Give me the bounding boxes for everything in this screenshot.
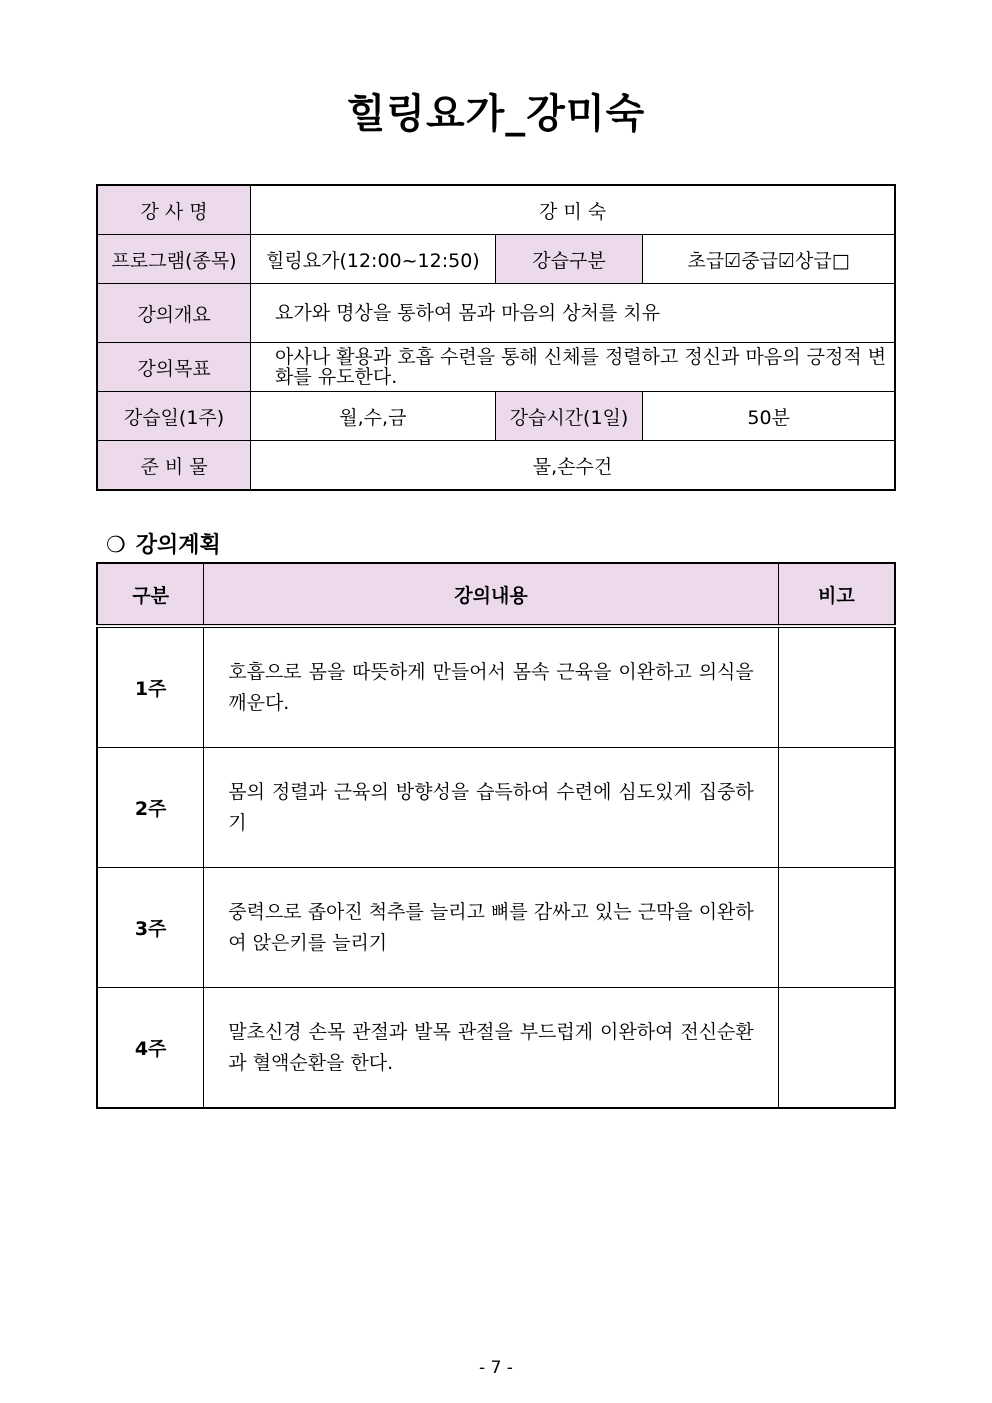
week-label: 2주	[97, 748, 204, 868]
week-content: 말초신경 손목 관절과 발목 관절을 부드럽게 이완하여 전신순환과 혈액순환을 한다.	[204, 988, 779, 1109]
week-label: 3주	[97, 868, 204, 988]
instructor-label: 강 사 명	[97, 185, 251, 235]
week-note	[778, 868, 895, 988]
overview-label: 강의개요	[97, 284, 251, 343]
table-row	[97, 868, 895, 988]
header-week: 구분	[97, 563, 204, 626]
circle-bullet-icon: ❍	[106, 533, 126, 558]
table-row	[97, 988, 895, 1109]
section-heading	[106, 528, 221, 559]
program-label: 프로그램(종목)	[97, 235, 251, 284]
week-note	[778, 748, 895, 868]
week-content: 호흡으로 몸을 따뜻하게 만들어서 몸속 근육을 이완하고 의식을 깨운다.	[204, 626, 779, 748]
section-title: 강의계획	[135, 533, 221, 558]
program-value: 힐링요가(12:00~12:50)	[251, 235, 496, 284]
week-note	[778, 988, 895, 1109]
week-content: 몸의 정렬과 근육의 방향성을 습득하여 수련에 심도있게 집중하기	[204, 748, 779, 868]
lecture-plan-table	[96, 562, 896, 1109]
week-label: 1주	[97, 626, 204, 748]
header-content: 강의내용	[204, 563, 779, 626]
goal-label: 강의목표	[97, 343, 251, 392]
time-value: 50분	[643, 392, 895, 441]
time-label: 강습시간(1일)	[495, 392, 643, 441]
instructor-value: 강 미 숙	[251, 185, 895, 235]
days-value: 월,수,금	[251, 392, 496, 441]
goal-value: 아사나 활용과 호흡 수련을 통해 신체를 정렬하고 정신과 마음의 긍정적 변화를 유도한다.	[251, 343, 895, 392]
week-note	[778, 626, 895, 748]
page-number: - 7 -	[479, 1358, 513, 1378]
week-content: 중력으로 좁아진 척추를 늘리고 뼈를 감싸고 있는 근막을 이완하여 앉은키를 늘리기	[204, 868, 779, 988]
supplies-label: 준 비 물	[97, 441, 251, 491]
page-title: 힐링요가_강미숙	[346, 91, 646, 137]
days-label: 강습일(1주)	[97, 392, 251, 441]
table-row	[97, 626, 895, 748]
overview-value: 요가와 명상을 통하여 몸과 마음의 상처를 치유	[251, 284, 895, 343]
level-value: 초급☑중급☑상급□	[643, 235, 895, 284]
table-row	[97, 748, 895, 868]
level-label: 강습구분	[495, 235, 643, 284]
supplies-value: 물,손수건	[251, 441, 895, 491]
course-info-table	[96, 184, 896, 491]
header-note: 비고	[778, 563, 895, 626]
week-label: 4주	[97, 988, 204, 1109]
